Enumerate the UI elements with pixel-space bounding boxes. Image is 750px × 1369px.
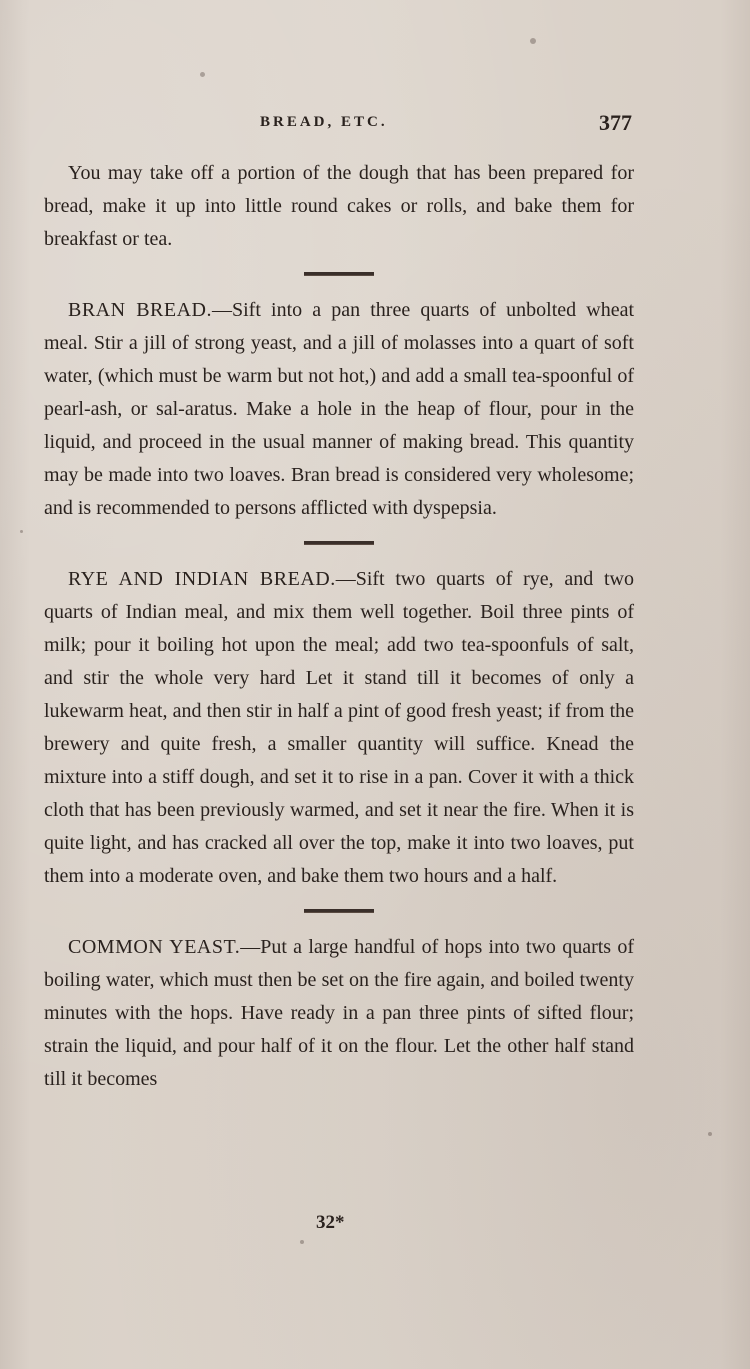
paper-speck xyxy=(300,1240,304,1244)
section-divider xyxy=(304,909,374,913)
paper-speck xyxy=(20,530,23,533)
section-divider xyxy=(304,272,374,276)
bran-bread-text: —Sift into a pan three quarts of unbolted wheat meal. Stir a jill of strong yeast, and a jill of molasses into a quart of soft water, (which must be warm but not hot,) and add a small tea-spoonful of pearl-ash, or sal-aratus. Make a hole in the heap of flour, pour in the liquid, and proceed in the usual manner of making bread. This quantity may be made into two loaves. Bran bread is considered very wholesome; and is recommended to persons afflicted with dyspepsia. xyxy=(44,299,634,519)
page-header xyxy=(40,108,640,144)
paper-speck xyxy=(530,38,536,44)
intro-paragraph: You may take off a portion of the dough that has been prepared for bread, make it up into little round cakes or rolls, and bake them for breakfast or tea. xyxy=(44,162,634,250)
signature-mark: 32* xyxy=(316,1212,345,1233)
paper-speck xyxy=(200,72,205,77)
running-head: BREAD, ETC. xyxy=(260,114,388,130)
section-divider xyxy=(304,541,374,545)
bran-bread-paragraph xyxy=(44,294,634,525)
rye-indian-bread-heading: RYE AND INDIAN BREAD. xyxy=(68,568,336,590)
bran-bread-heading: BRAN BREAD. xyxy=(68,299,212,321)
paper-speck xyxy=(708,1132,712,1136)
page-number: 377 xyxy=(599,110,632,135)
common-yeast-heading: COMMON YEAST. xyxy=(68,936,241,958)
rye-indian-bread-paragraph xyxy=(44,563,634,893)
common-yeast-text: —Put a large handful of hops into two quarts of boiling water, which must then be set on the fire again, and boiled twenty minutes with the hops. Have ready in a pan three pints of sifted flour; strain the liquid, and pour half of it on the flour. Let the other half stand till it becomes xyxy=(44,936,635,1090)
rye-indian-bread-text: —Sift two quarts of rye, and two quarts of Indian meal, and mix them well together. Boil three pints of milk; pour it boiling hot upon the meal; add two tea-spoonfuls of salt, and stir the whole very hard Let it stand till it becomes of only a lukewarm heat, and then stir in half a pint of good fresh yeast; if from the brewery and quite fresh, a smaller quantity will suffice. Knead the mixture into a stiff dough, and set it to rise in a pan. Cover it with a thick cloth that has been previously warmed, and set it near the fire. When it is quite light, and has cracked all over the top, make it into two loaves, put them into a moderate oven, and bake them two hours and a half. xyxy=(44,568,634,887)
page-body xyxy=(44,157,634,1096)
common-yeast-paragraph xyxy=(44,931,634,1096)
